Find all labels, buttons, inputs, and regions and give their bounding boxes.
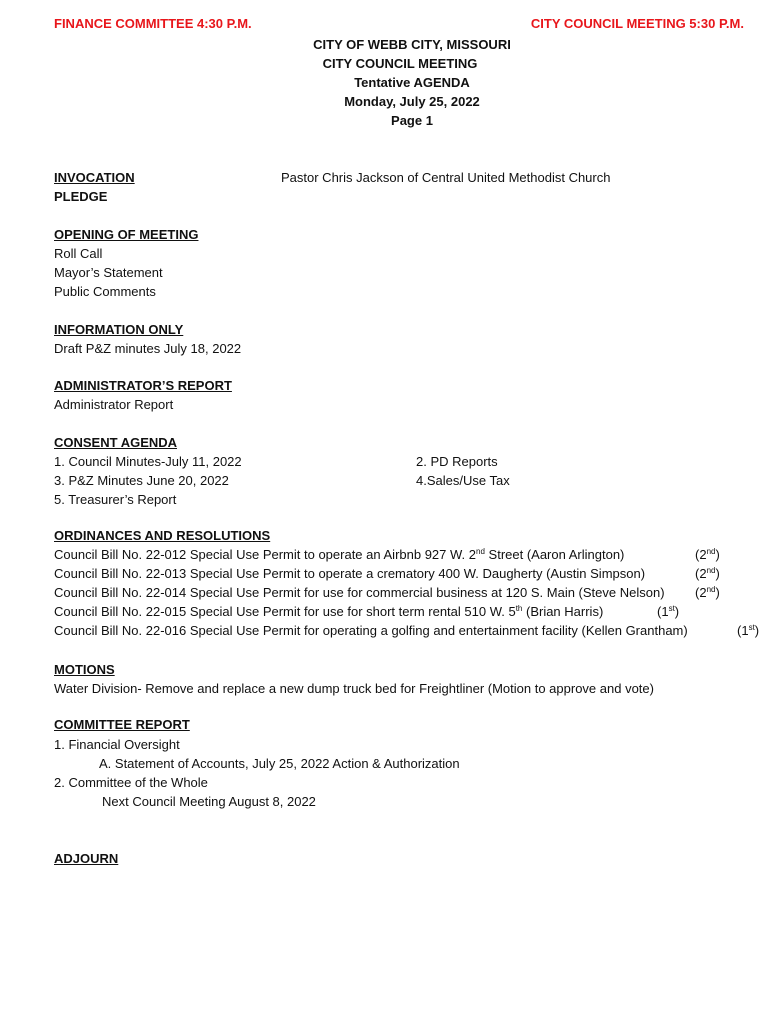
committee-subitem-next-meeting: Next Council Meeting August 8, 2022	[102, 794, 316, 809]
committee-heading: COMMITTEE REPORT	[54, 717, 190, 732]
administrator-section	[54, 376, 232, 414]
reading-22-015: (1st)	[657, 604, 680, 619]
council-meeting-time: CITY COUNCIL MEETING 5:30 P.M.	[530, 16, 744, 31]
title-page: Page 1	[391, 113, 433, 128]
opening-heading: OPENING OF MEETING	[54, 227, 199, 242]
council-bill-22-015: Council Bill No. 22-015 Special Use Permit for use for short term rental 510 W. 5th (Brian Harris)	[54, 604, 604, 619]
list-item: Water Division- Remove and replace a new dump truck bed for Freightliner (Motion to approve and vote)	[54, 681, 654, 696]
list-item: 4.Sales/Use Tax	[416, 473, 510, 488]
list-item: 3. P&Z Minutes June 20, 2022	[54, 473, 229, 488]
list-item: 1. Council Minutes-July 11, 2022	[54, 454, 242, 469]
consent-section	[54, 433, 242, 509]
title-agenda: Tentative AGENDA	[354, 75, 470, 90]
list-item: Public Comments	[54, 284, 156, 299]
title-meeting: CITY COUNCIL MEETING	[322, 56, 478, 71]
committee-item-whole: 2. Committee of the Whole	[54, 775, 208, 790]
information-section	[54, 320, 241, 358]
motions-section	[54, 660, 654, 698]
consent-right-column	[416, 452, 510, 490]
ordinances-heading: ORDINANCES AND RESOLUTIONS	[54, 528, 271, 543]
reading-22-016: (1st)	[737, 623, 760, 638]
reading-22-012: (2nd)	[695, 547, 720, 562]
adjourn-heading: ADJOURN	[54, 851, 119, 866]
council-bill-22-014: Council Bill No. 22-014 Special Use Permit for use for commercial business at 120 S. Main (Steve Nelson)	[54, 585, 665, 600]
committee-subitem-statement: A. Statement of Accounts, July 25, 2022 Action & Authorization	[99, 756, 460, 771]
opening-section	[54, 225, 198, 301]
reading-22-013: (2nd)	[695, 566, 720, 581]
title-date: Monday, July 25, 2022	[344, 94, 480, 109]
information-heading: INFORMATION ONLY	[54, 322, 184, 337]
list-item: Roll Call	[54, 246, 103, 261]
consent-heading: CONSENT AGENDA	[54, 435, 178, 450]
list-item: 5. Treasurer’s Report	[54, 492, 177, 507]
invocation-label: INVOCATION	[54, 170, 135, 185]
list-item: Administrator Report	[54, 397, 174, 412]
council-bill-22-012: Council Bill No. 22-012 Special Use Permit to operate an Airbnb 927 W. 2nd Street (Aaron Arlington)	[54, 547, 625, 562]
council-bill-22-016: Council Bill No. 22-016 Special Use Permit for operating a golfing and entertainment facility (Kellen Grantham)	[54, 623, 688, 638]
reading-22-014: (2nd)	[695, 585, 720, 600]
motions-heading: MOTIONS	[54, 662, 115, 677]
list-item: 2. PD Reports	[416, 454, 498, 469]
list-item: Draft P&Z minutes July 18, 2022	[54, 341, 242, 356]
council-bill-22-013: Council Bill No. 22-013 Special Use Permit to operate a crematory 400 W. Daugherty (Austin Simpson)	[54, 566, 646, 581]
pledge-label: PLEDGE	[54, 189, 108, 204]
administrator-heading: ADMINISTRATOR’S REPORT	[54, 378, 232, 393]
committee-item-financial: 1. Financial Oversight	[54, 737, 180, 752]
invocation-text: Pastor Chris Jackson of Central United Methodist Church	[281, 170, 611, 185]
finance-committee-time: FINANCE COMMITTEE 4:30 P.M.	[54, 16, 252, 31]
list-item: Mayor’s Statement	[54, 265, 163, 280]
title-city: CITY OF WEBB CITY, MISSOURI	[313, 37, 511, 52]
